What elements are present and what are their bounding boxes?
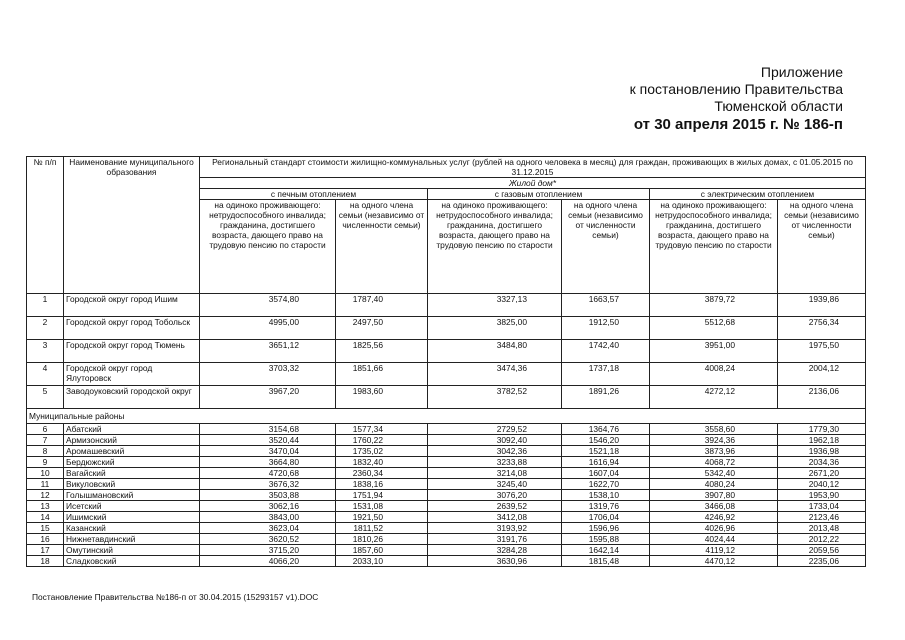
cost-value: 3503,88	[200, 490, 336, 501]
row-number: 4	[27, 363, 64, 386]
cost-value: 5512,68	[650, 317, 778, 340]
col-header-single-gas: на одиноко проживающего: нетрудоспособного инвалида; гражданина, достигшего возраста, дающего право на трудовую пенсию по старости	[428, 200, 562, 294]
cost-value: 1825,56	[336, 340, 428, 363]
municipality-name: Заводоуковский городской округ	[64, 386, 200, 409]
cost-value: 2123,46	[778, 512, 866, 523]
cost-value: 2235,06	[778, 556, 866, 567]
cost-value: 1939,86	[778, 294, 866, 317]
municipality-name: Аромашевский	[64, 446, 200, 457]
cost-value: 1706,04	[562, 512, 650, 523]
cost-value: 3676,32	[200, 479, 336, 490]
cost-value: 4995,00	[200, 317, 336, 340]
cost-value: 1953,90	[778, 490, 866, 501]
cost-value: 4066,20	[200, 556, 336, 567]
cost-value: 1642,14	[562, 545, 650, 556]
cost-value: 3214,08	[428, 468, 562, 479]
main-header: Региональный стандарт стоимости жилищно-коммунальных услуг (рублей на одного человека в месяц) для граждан, проживающих в жилых домах, с 01.05.2015 по 31.12.2015	[200, 157, 866, 178]
cost-value: 1538,10	[562, 490, 650, 501]
urban-rows	[27, 294, 866, 409]
group-header-electric: с электрическим отоплением	[650, 189, 866, 200]
cost-value: 2034,36	[778, 457, 866, 468]
cost-value: 3520,44	[200, 435, 336, 446]
row-number: 16	[27, 534, 64, 545]
cost-value: 4246,92	[650, 512, 778, 523]
cost-value: 1622,70	[562, 479, 650, 490]
group-header-stove: с печным отоплением	[200, 189, 428, 200]
header-region: Тюменской области	[714, 98, 843, 114]
cost-value: 4008,24	[650, 363, 778, 386]
row-number: 12	[27, 490, 64, 501]
cost-value: 1810,26	[336, 534, 428, 545]
cost-value: 1760,22	[336, 435, 428, 446]
section-row-group	[27, 409, 866, 424]
cost-value: 4024,44	[650, 534, 778, 545]
cost-value: 3076,20	[428, 490, 562, 501]
section-label-districts: Муниципальные районы	[27, 409, 866, 424]
municipality-name: Голышмановский	[64, 490, 200, 501]
footer-doc-reference: Постановление Правительства №186-п от 30.04.2015 (15293157 v1).DOC	[32, 592, 319, 602]
municipality-name: Сладковский	[64, 556, 200, 567]
row-number: 14	[27, 512, 64, 523]
table-row	[27, 457, 866, 468]
cost-value: 2012,22	[778, 534, 866, 545]
sub-header-residential-house: Жилой дом*	[200, 178, 866, 189]
row-number: 7	[27, 435, 64, 446]
row-number: 17	[27, 545, 64, 556]
cost-value: 4026,96	[650, 523, 778, 534]
cost-value: 1936,98	[778, 446, 866, 457]
cost-value: 1737,18	[562, 363, 650, 386]
row-number: 9	[27, 457, 64, 468]
cost-value: 4119,12	[650, 545, 778, 556]
cost-value: 1912,50	[562, 317, 650, 340]
table-row	[27, 294, 866, 317]
document-header	[630, 64, 843, 133]
cost-value: 1531,08	[336, 501, 428, 512]
cost-value: 2671,20	[778, 468, 866, 479]
cost-value: 1607,04	[562, 468, 650, 479]
group-header-gas: с газовым отоплением	[428, 189, 650, 200]
cost-value: 3782,52	[428, 386, 562, 409]
municipality-name: Абатский	[64, 424, 200, 435]
cost-value: 1832,40	[336, 457, 428, 468]
row-number: 18	[27, 556, 64, 567]
municipality-name: Омутинский	[64, 545, 200, 556]
cost-value: 2136,06	[778, 386, 866, 409]
cost-value: 1577,34	[336, 424, 428, 435]
col-header-family-gas: на одного члена семьи (независимо от численности семьи)	[562, 200, 650, 294]
district-rows	[27, 424, 866, 567]
cost-value: 3651,12	[200, 340, 336, 363]
cost-value: 3466,08	[650, 501, 778, 512]
row-number: 13	[27, 501, 64, 512]
cost-value: 3630,96	[428, 556, 562, 567]
cost-value: 2756,34	[778, 317, 866, 340]
cost-value: 3879,72	[650, 294, 778, 317]
cost-value: 5342,40	[650, 468, 778, 479]
municipality-name: Исетский	[64, 501, 200, 512]
cost-value: 3412,08	[428, 512, 562, 523]
cost-value: 1815,48	[562, 556, 650, 567]
cost-value: 3327,13	[428, 294, 562, 317]
cost-value: 3191,76	[428, 534, 562, 545]
cost-value: 1779,30	[778, 424, 866, 435]
table-row	[27, 556, 866, 567]
row-number: 6	[27, 424, 64, 435]
cost-value: 3574,80	[200, 294, 336, 317]
cost-value: 3484,80	[428, 340, 562, 363]
cost-value: 2360,34	[336, 468, 428, 479]
table-row	[27, 363, 866, 386]
cost-value: 3154,68	[200, 424, 336, 435]
table-row	[27, 468, 866, 479]
row-number: 5	[27, 386, 64, 409]
municipality-name: Ишимский	[64, 512, 200, 523]
cost-value: 2497,50	[336, 317, 428, 340]
table-row	[27, 317, 866, 340]
cost-value: 1319,76	[562, 501, 650, 512]
row-number: 3	[27, 340, 64, 363]
cost-value: 4720,68	[200, 468, 336, 479]
municipality-name: Нижнетавдинский	[64, 534, 200, 545]
municipality-name: Викуловский	[64, 479, 200, 490]
table-row	[27, 523, 866, 534]
cost-value: 2040,12	[778, 479, 866, 490]
cost-value: 3620,52	[200, 534, 336, 545]
cost-value: 1596,96	[562, 523, 650, 534]
municipality-name: Вагайский	[64, 468, 200, 479]
cost-value: 4068,72	[650, 457, 778, 468]
row-number: 1	[27, 294, 64, 317]
cost-value: 3092,40	[428, 435, 562, 446]
cost-value: 4272,12	[650, 386, 778, 409]
cost-value: 3470,04	[200, 446, 336, 457]
cost-value: 1733,04	[778, 501, 866, 512]
municipality-name: Городской округ город Ишим	[64, 294, 200, 317]
cost-value: 3042,36	[428, 446, 562, 457]
cost-value: 1921,50	[336, 512, 428, 523]
cost-value: 3474,36	[428, 363, 562, 386]
cost-value: 1838,16	[336, 479, 428, 490]
cost-value: 1857,60	[336, 545, 428, 556]
cost-value: 1811,52	[336, 523, 428, 534]
cost-value: 3967,20	[200, 386, 336, 409]
col-header-family-electric: на одного члена семьи (независимо от численности семьи)	[778, 200, 866, 294]
cost-value: 2639,52	[428, 501, 562, 512]
table-row	[27, 534, 866, 545]
table-row	[27, 446, 866, 457]
header-resolution: к постановлению Правительства	[629, 81, 843, 97]
cost-value: 1983,60	[336, 386, 428, 409]
cost-value: 3558,60	[650, 424, 778, 435]
cost-value: 1735,02	[336, 446, 428, 457]
cost-value: 2059,56	[778, 545, 866, 556]
table-row	[27, 386, 866, 409]
cost-value: 1521,18	[562, 446, 650, 457]
cost-value: 1742,40	[562, 340, 650, 363]
row-number: 11	[27, 479, 64, 490]
cost-value: 3193,92	[428, 523, 562, 534]
cost-value: 1787,40	[336, 294, 428, 317]
cost-value: 3715,20	[200, 545, 336, 556]
municipality-name: Городской округ город Тюмень	[64, 340, 200, 363]
municipality-name: Армизонский	[64, 435, 200, 446]
table-row	[27, 435, 866, 446]
cost-value: 1546,20	[562, 435, 650, 446]
cost-value: 1891,26	[562, 386, 650, 409]
housing-cost-table	[26, 156, 866, 567]
table-row	[27, 479, 866, 490]
cost-value: 3924,36	[650, 435, 778, 446]
cost-value: 1364,76	[562, 424, 650, 435]
cost-value: 4470,12	[650, 556, 778, 567]
cost-value: 3245,40	[428, 479, 562, 490]
cost-value: 1616,94	[562, 457, 650, 468]
cost-value: 1975,50	[778, 340, 866, 363]
cost-value: 3907,80	[650, 490, 778, 501]
municipality-name: Городской округ город Ялуторовск	[64, 363, 200, 386]
cost-value: 4080,24	[650, 479, 778, 490]
table-row	[27, 545, 866, 556]
header-appendix: Приложение	[760, 64, 843, 80]
cost-value: 1663,57	[562, 294, 650, 317]
col-header-family-stove: на одного члена семьи (независимо от численности семьи)	[336, 200, 428, 294]
table-row	[27, 490, 866, 501]
cost-value: 3664,80	[200, 457, 336, 468]
cost-value: 3951,00	[650, 340, 778, 363]
cost-value: 3703,32	[200, 363, 336, 386]
municipality-name: Казанский	[64, 523, 200, 534]
col-header-number: № п/п	[27, 157, 64, 294]
col-header-single-stove: на одиноко проживающего: нетрудоспособного инвалида; гражданина, достигшего возраста, дающего право на трудовую пенсию по старости	[200, 200, 336, 294]
row-number: 10	[27, 468, 64, 479]
cost-value: 1851,66	[336, 363, 428, 386]
cost-value: 2004,12	[778, 363, 866, 386]
row-number: 15	[27, 523, 64, 534]
municipality-name: Городской округ город Тобольск	[64, 317, 200, 340]
cost-value: 2013,48	[778, 523, 866, 534]
row-number: 2	[27, 317, 64, 340]
municipality-name: Бердюжский	[64, 457, 200, 468]
table-row	[27, 501, 866, 512]
cost-value: 3623,04	[200, 523, 336, 534]
table-row	[27, 340, 866, 363]
cost-value: 1595,88	[562, 534, 650, 545]
cost-value: 3284,28	[428, 545, 562, 556]
cost-value: 1962,18	[778, 435, 866, 446]
table-row	[27, 424, 866, 435]
header-date-number: от 30 апреля 2015 г. № 186-п	[633, 116, 843, 133]
cost-value: 3843,00	[200, 512, 336, 523]
cost-value: 3825,00	[428, 317, 562, 340]
cost-value: 1751,94	[336, 490, 428, 501]
row-number: 8	[27, 446, 64, 457]
table-row	[27, 512, 866, 523]
cost-value: 3873,96	[650, 446, 778, 457]
col-header-single-electric: на одиноко проживающего: нетрудоспособного инвалида; гражданина, достигшего возраста, дающего право на трудовую пенсию по старости	[650, 200, 778, 294]
cost-value: 3062,16	[200, 501, 336, 512]
cost-value: 3233,88	[428, 457, 562, 468]
col-header-municipality: Наименование муниципального образования	[64, 157, 200, 294]
cost-value: 2729,52	[428, 424, 562, 435]
cost-value: 2033,10	[336, 556, 428, 567]
